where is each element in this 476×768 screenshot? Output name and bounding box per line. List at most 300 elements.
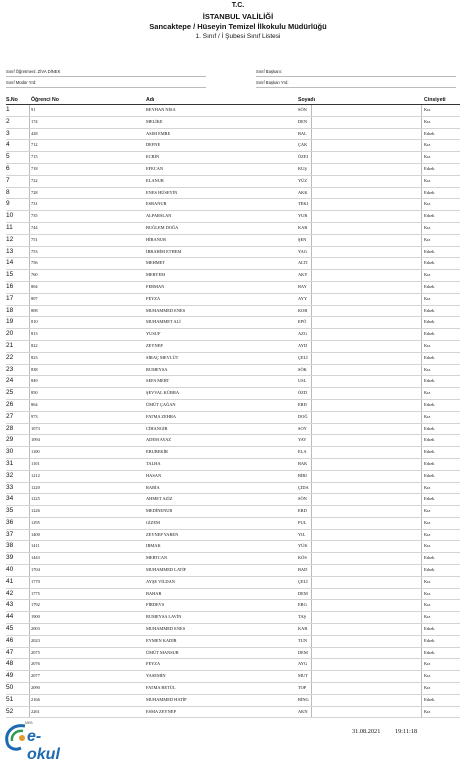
student-name: ZEYNEP YAREN [146,531,179,537]
row-no: 51 [6,695,14,703]
print-time: 19:11:18 [395,728,418,735]
row-no: 43 [6,601,14,609]
student-number: 718 [31,165,38,171]
student-name: BUĞLEM DOĞA [146,224,179,230]
student-name: ASIM EMRE [146,130,171,136]
table-row [6,341,460,353]
student-surname: AKK [298,189,308,195]
student-number: 1411 [31,543,40,549]
table-row [6,235,460,247]
student-number: 808 [31,307,38,313]
student-number: 2261 [31,708,40,714]
student-number: 1770 [31,578,40,584]
row-no: 27 [6,412,14,420]
student-name: ESRANUR [146,201,167,207]
row-no: 13 [6,247,14,255]
student-gender: Kız [424,578,431,584]
table-row [6,247,460,259]
student-gender: Erkek [424,165,435,171]
student-number: 1101 [31,460,40,466]
col-header-surname: Soyadı [298,97,316,103]
table-row [6,105,460,117]
student-name: SİRAÇ MEVLÜT [146,354,179,360]
student-name: FEYZA [146,295,161,301]
student-name: MERYEM [146,272,166,278]
table-row [6,199,460,211]
student-surname: SÖN [298,496,307,502]
student-number: 850 [31,390,38,396]
student-surname: BAK [298,460,308,466]
e-okul-wordmark: e-okul [27,728,60,763]
table-row [6,188,460,200]
row-no: 3 [6,129,10,137]
student-surname: TOP [298,685,307,691]
student-gender: Erkek [424,260,435,266]
student-name: FATMA ZEHRA [146,413,177,419]
table-row [6,152,460,164]
table-row [6,518,460,530]
student-surname: SÖK [298,366,307,372]
student-gender: Kız [424,673,431,679]
student-gender: Kız [424,590,431,596]
student-gender: Kız [424,413,431,419]
student-number: 731 [31,201,38,207]
class-president-label: Sınıf Başkanı: [256,69,283,74]
student-surname: TEKI [298,201,308,207]
student-gender: Kız [424,236,431,242]
student-name: ECRİN [146,154,160,160]
student-surname: USL [298,378,307,384]
student-name: HASAN [146,472,162,478]
student-gender: Erkek [424,637,435,643]
student-name: AYŞE VİLDAN [146,578,175,584]
table-row [6,282,460,294]
student-gender: Kız [424,543,431,549]
student-surname: SOY [298,425,307,431]
row-no: 23 [6,365,14,373]
student-surname: ÇİDA [298,484,309,490]
student-gender: Erkek [424,130,435,136]
table-row [6,329,460,341]
table-row [6,270,460,282]
student-gender: Kız [424,661,431,667]
student-gender: Kız [424,342,431,348]
row-no: 29 [6,436,14,444]
student-name: ELANUR [146,177,164,183]
row-no: 47 [6,648,14,656]
student-name: MERTCAN [146,555,168,561]
table-row [6,659,460,671]
student-gender: Erkek [424,401,435,407]
student-gender: Erkek [424,567,435,573]
student-surname: PUL [298,519,307,525]
table-header [6,96,460,105]
student-gender: Erkek [424,496,435,502]
student-number: 735 [31,213,38,219]
row-no: 15 [6,271,14,279]
student-gender: Erkek [424,248,435,254]
table-row [6,541,460,553]
student-name: MUHAMMED ENES [146,626,186,632]
student-number: 807 [31,295,38,301]
student-surname: AYY [298,295,308,301]
table-row [6,388,460,400]
student-surname: KÖS [298,555,307,561]
table-row [6,494,460,506]
student-number: 91 [31,107,36,112]
row-no: 46 [6,636,14,644]
student-gender: Kız [424,519,431,525]
student-surname: ŞEN [298,236,307,242]
president-underline [256,76,456,77]
student-gender: Kız [424,614,431,620]
student-gender: Erkek [424,378,435,384]
student-name: FİRDEVS [146,602,165,608]
header-school: Sancaktepe / Hüseyin Temizel İlkokulu Müdürlüğü [149,22,327,31]
row-no: 2 [6,117,10,125]
student-surname: BAD [298,567,308,573]
student-surname: YÜZ [298,177,308,183]
student-gender: Kız [424,508,431,514]
student-number: 2003 [31,626,40,632]
student-name: EFECAN [146,165,164,171]
student-number: 751 [31,236,38,242]
row-no: 38 [6,542,14,550]
student-surname: AKN [298,708,308,714]
student-surname: BİNG [298,696,309,702]
student-number: 849 [31,378,38,384]
student-name: YASEMİN [146,673,166,679]
row-no: 10 [6,212,14,220]
student-name: ZEYNEP [146,342,163,348]
student-number: 2166 [31,696,40,702]
table-row [6,648,460,660]
student-surname: DEM [298,590,308,596]
student-surname: BİRI [298,472,307,478]
student-number: 722 [31,177,38,183]
row-no: 22 [6,353,14,361]
row-no: 31 [6,459,14,467]
student-gender: Erkek [424,319,435,325]
student-number: 1225 [31,496,40,502]
student-gender: Kız [424,272,431,278]
vice-president-label: Sınıf Başkan Yrd: [256,80,289,85]
student-gender: Kız [424,154,431,160]
student-gender: Kız [424,708,431,714]
student-gender: Erkek [424,472,435,478]
table-row [6,577,460,589]
table-body [6,105,460,718]
student-number: 1400 [31,531,40,537]
student-surname: TUN [298,637,308,643]
student-number: 2076 [31,661,40,667]
student-surname: AYG [298,661,308,667]
student-gender: Kız [424,224,431,230]
student-number: 760 [31,272,38,278]
student-name: ÜMÜT MANSUR [146,649,179,655]
student-number: 864 [31,401,38,407]
student-surname: SÖN [298,107,307,112]
student-name: MUHAMMED HATİP [146,696,187,702]
student-number: 1295 [31,519,40,525]
table-row [6,506,460,518]
student-name: MEDİNENUR [146,508,173,514]
student-surname: ÇELİ [298,354,308,360]
row-no: 9 [6,200,10,208]
header-governorship: İSTANBUL VALİLİĞİ [202,12,274,21]
row-no: 32 [6,471,14,479]
teacher-label: Sınıf Öğretmeni: ZİVA DİNEK [6,69,61,74]
student-name: EYMEN KADİR [146,637,177,643]
student-surname: YÜK [298,543,308,549]
vice-president-underline [256,87,456,88]
row-no: 36 [6,518,14,526]
student-number: 1775 [31,590,40,596]
row-no: 44 [6,613,14,621]
student-gender: Erkek [424,213,435,219]
student-gender: Kız [424,685,431,691]
student-number: 1220 [31,484,40,490]
student-name: BAHAR [146,590,162,596]
student-surname: AKY [298,272,308,278]
student-name: AHMET AZİZ [146,496,173,502]
student-gender: Erkek [424,555,435,561]
student-gender: Erkek [424,354,435,360]
student-gender: Erkek [424,331,435,337]
row-no: 6 [6,164,10,172]
student-gender: Kız [424,602,431,608]
row-no: 17 [6,294,14,302]
student-name: ÜMÜT ÇAĞAN [146,401,176,407]
student-gender: Kız [424,177,431,183]
row-no: 24 [6,377,14,385]
student-name: FATMA BETÜL [146,685,176,691]
student-number: 1443 [31,555,40,561]
student-surname: KOR [298,307,308,313]
row-no: 1 [6,106,10,113]
table-row [6,483,460,495]
student-surname: YIL [298,531,306,537]
student-number: 1704 [31,567,40,573]
student-number: 728 [31,189,38,195]
student-gender: Erkek [424,425,435,431]
row-no: 37 [6,530,14,538]
student-name: GİZEM [146,519,160,525]
student-name: ALPARSLAN [146,213,172,219]
table-row [6,565,460,577]
student-surname: YUR [298,213,308,219]
student-number: 838 [31,366,38,372]
student-surname: ÖZEI [298,154,308,160]
student-number: 756 [31,260,38,266]
student-name: İBRAHİM ETHEM [146,248,182,254]
header-class-title: 1. Sınıf / İ Şubesi Sınıf Listesi [195,33,281,40]
student-number: 804 [31,283,38,289]
guidance-underline [6,87,206,88]
table-row [6,317,460,329]
student-surname: KUŞ [298,165,307,171]
student-surname: YAV [298,437,307,443]
table-row [6,376,460,388]
table-row [6,400,460,412]
student-gender: Erkek [424,449,435,455]
student-surname: ÇAK [298,142,308,148]
e-okul-swirl-icon [3,722,29,752]
student-name: RABİA [146,484,160,490]
student-surname: TAŞ [298,614,306,620]
student-number: 973 [31,413,38,419]
student-surname: ERG [298,602,307,608]
student-name: CİHANGİR [146,425,168,431]
student-number: 1100 [31,449,40,455]
table-row [6,353,460,365]
row-no: 8 [6,188,10,196]
student-number: 2077 [31,673,40,679]
table-row [6,424,460,436]
student-table [6,96,460,718]
table-row [6,636,460,648]
student-gender: Erkek [424,437,435,443]
col-header-gender: Cinsiyeti [424,97,446,103]
table-row [6,223,460,235]
table-row [6,412,460,424]
student-surname: ELA [298,449,307,455]
row-no: 49 [6,672,14,680]
row-no: 16 [6,282,14,290]
student-surname: ALTI [298,260,308,266]
table-row [6,459,460,471]
student-gender: Erkek [424,283,435,289]
table-row [6,683,460,695]
student-surname: ÖZD [298,390,308,396]
table-row [6,306,460,318]
student-name: MUHAMMED LATİF [146,567,187,573]
student-name: YUSUF [146,331,161,337]
teacher-underline [6,76,206,77]
student-gender: Kız [424,390,431,396]
student-number: 1900 [31,614,40,620]
student-name: IRMAK [146,543,161,549]
student-name: ADEM AYAZ [146,437,172,443]
row-no: 34 [6,495,14,503]
student-gender: Erkek [424,307,435,313]
row-no: 40 [6,566,14,574]
row-no: 42 [6,589,14,597]
table-row [6,589,460,601]
student-name: MELİKE [146,118,163,124]
table-row [6,294,460,306]
student-surname: DOĞ [298,413,308,419]
student-gender: Kız [424,531,431,537]
row-no: 45 [6,625,14,633]
row-no: 26 [6,400,14,408]
student-surname: MUT [298,673,308,679]
student-surname: ERD [298,401,307,407]
student-gender: Erkek [424,649,435,655]
student-surname: ERD [298,508,307,514]
student-name: TALHA [146,460,161,466]
row-no: 21 [6,341,14,349]
table-row [6,435,460,447]
student-number: 2023 [31,637,40,643]
table-row [6,258,460,270]
student-number: 813 [31,331,38,337]
student-name: RUMEYSA [146,366,168,372]
student-gender: Erkek [424,696,435,702]
row-no: 14 [6,259,14,267]
student-name: ESMA ZEYNEP [146,708,176,714]
table-row [6,553,460,565]
table-row [6,129,460,141]
student-name: SEFA MERT [146,378,170,384]
student-gender: Kız [424,201,431,207]
student-name: ŞEVVAL KÜBRA [146,390,180,396]
student-gender: Kız [424,118,431,124]
row-no: 28 [6,424,14,432]
row-no: 7 [6,176,10,184]
student-number: 428 [31,130,38,136]
student-gender: Kız [424,366,431,372]
student-number: 1226 [31,508,40,514]
student-surname: DEM [298,649,308,655]
student-name: DEFNE [146,142,161,148]
student-name: MUHAMMED ENES [146,307,186,313]
student-name: REYHAN NİSA [146,107,176,112]
table-row [6,471,460,483]
student-number: 2090 [31,685,40,691]
table-row [6,365,460,377]
col-header-name: Adı [146,97,155,103]
student-surname: KAR [298,626,308,632]
guidance-label: Sınıf Müdür Yrd: [6,80,37,85]
student-name: MUHAMMET ALİ [146,319,181,325]
row-no: 25 [6,389,14,397]
e-okul-logo [3,718,73,763]
student-name: ENES HÜSEYİN [146,189,178,195]
student-gender: Kız [424,484,431,490]
student-name: FERMAN [146,283,165,289]
row-no: 35 [6,507,14,515]
row-no: 12 [6,235,14,243]
row-no: 30 [6,448,14,456]
student-surname: AYD [298,342,308,348]
col-header-no: S.No [6,97,18,103]
table-row [6,530,460,542]
student-surname: BAY [298,283,307,289]
student-number: 174 [31,118,38,124]
student-number: 822 [31,342,38,348]
table-row [6,624,460,636]
row-no: 11 [6,223,13,231]
row-no: 33 [6,483,14,491]
student-number: 744 [31,224,38,230]
student-surname: KAR [298,224,308,230]
student-surname: BAL [298,130,307,136]
student-number: 1073 [31,425,40,431]
table-row [6,140,460,152]
student-gender: Kız [424,107,431,112]
student-number: 1792 [31,602,40,608]
student-name: EBUBEKİR [146,449,168,455]
student-name: FEYZA [146,661,161,667]
student-number: 753 [31,248,38,254]
row-no: 52 [6,707,14,715]
student-surname: AZG [298,331,308,337]
table-row [6,695,460,707]
meb-label: MEB [25,721,33,725]
row-no: 50 [6,684,14,692]
student-gender: Erkek [424,189,435,195]
